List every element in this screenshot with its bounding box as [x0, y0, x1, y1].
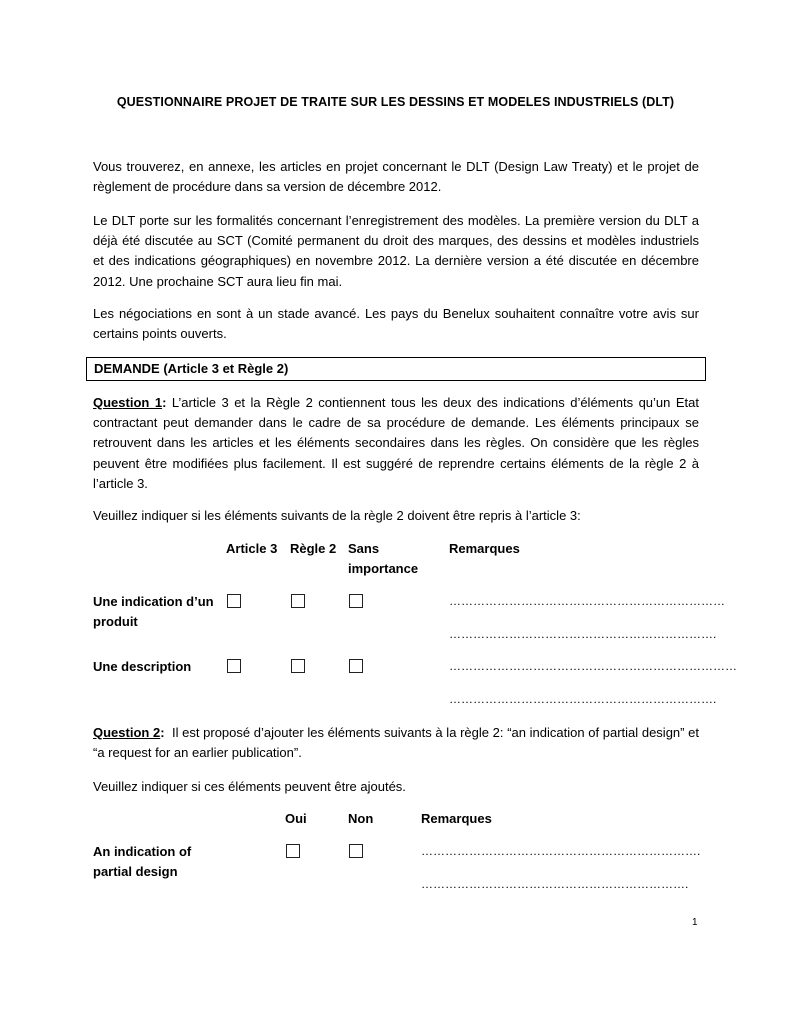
intro-paragraph-2: Le DLT porte sur les formalités concernant l’enregistrement des modèles. La première version du DLT a déjà été discutée au SCT (Comité permanent du droit des marques, des dessins et modèles industriels et des indications géographiques) en novembre 2012. La dernière version a été discutée en décembre 2012. Une prochaine SCT aura lieu fin mai. [93, 213, 699, 289]
q1-description-regle2-checkbox[interactable] [291, 659, 305, 673]
q2-partial-design-remarks-line-2[interactable]: …………………………………………………………. [421, 877, 689, 891]
question-2-label: Question 2 [93, 725, 161, 740]
q1-produit-article3-checkbox[interactable] [227, 594, 241, 608]
q1-col-remarques: Remarques [449, 541, 520, 556]
intro-paragraph-1: Vous trouverez, en annexe, les articles en projet concernant le DLT (Design Law Treaty) et le projet de règlement de procédure dans sa version de décembre 2012. [93, 159, 699, 195]
q1-description-remarks-line-2[interactable]: …………………………………………………………. [449, 692, 717, 706]
question-2-text: Il est proposé d’ajouter les éléments suivants à la règle 2: “an indication of partial design” et “a request for an earlier publication”. [93, 725, 700, 761]
page-number: 1 [692, 917, 698, 928]
question-2-paragraph: Question 2: Il est proposé d’ajouter les éléments suivants à la règle 2: “an indication of partial design” et “a request for an earlier publication”. [93, 725, 700, 761]
document-title: QUESTIONNAIRE PROJET DE TRAITE SUR LES DESSINS ET MODELES INDUSTRIELS (DLT) [116, 95, 675, 109]
section-header-box [86, 357, 706, 381]
question-1-instruction: Veuillez indiquer si les éléments suivants de la règle 2 doivent être repris à l’article 3: [93, 508, 581, 523]
q1-description-article3-checkbox[interactable] [227, 659, 241, 673]
question-1-label: Question 1 [93, 395, 163, 410]
q2-partial-design-non-checkbox[interactable] [349, 844, 363, 858]
question-1-text: L’article 3 et la Règle 2 contiennent tous les deux des indications d’éléments qu’un Etat contractant peut demander dans le cadre de sa procédure de demande. Les éléments principaux se retrouvent dans les articles et les éléments secondaires dans les règles. On considère que les règles peuvent être modifiées plus facilement. Il est suggéré de reprendre certains éléments de la règle 2 à l’article 3. [93, 395, 699, 491]
q2-col-remarques: Remarques [421, 811, 492, 826]
q2-col-non: Non [348, 811, 374, 826]
intro-paragraph-3: Les négociations en sont à un stade avancé. Les pays du Benelux souhaitent connaître votre avis sur certains points ouverts. [93, 306, 699, 342]
q2-partial-design-oui-checkbox[interactable] [286, 844, 300, 858]
q1-produit-sans-importance-checkbox[interactable] [349, 594, 363, 608]
q2-partial-design-remarks-line-1[interactable]: ……………………………………………………………. [421, 844, 701, 858]
q1-produit-remarks-line-2[interactable]: …………………………………………………………. [449, 627, 717, 641]
q1-col-sans-importance: Sans importance [348, 541, 419, 576]
q1-row-label-description: Une description [93, 659, 192, 674]
q1-description-remarks-line-1[interactable]: ……………………………………………………………… [449, 659, 737, 673]
question-1-paragraph: Question 1: L’article 3 et la Règle 2 contiennent tous les deux des indications d’éléments qu’un Etat contractant peut demander dans le cadre de sa procédure de demande. Les éléments principaux se retrouvent dans les articles et les éléments secondaires dans les règles. On considère que les règles peuvent être modifiées plus facilement. Il est suggéré de reprendre certains éléments de la règle 2 à l’article 3. [93, 395, 699, 491]
q1-col-regle-2: Règle 2 [290, 541, 337, 556]
q1-description-sans-importance-checkbox[interactable] [349, 659, 363, 673]
q2-row-label-partial-design: An indication of partial design [93, 844, 192, 880]
q2-col-oui: Oui [285, 811, 307, 826]
section-header: DEMANDE (Article 3 et Règle 2) [94, 361, 289, 376]
question-2-instruction: Veuillez indiquer si ces éléments peuvent être ajoutés. [93, 779, 406, 794]
q1-row-label-produit: Une indication d’un produit [93, 594, 214, 630]
q1-col-article-3: Article 3 [226, 541, 278, 556]
q1-produit-regle2-checkbox[interactable] [291, 594, 305, 608]
q1-produit-remarks-line-1[interactable]: …………………………………………………………… [449, 594, 725, 608]
